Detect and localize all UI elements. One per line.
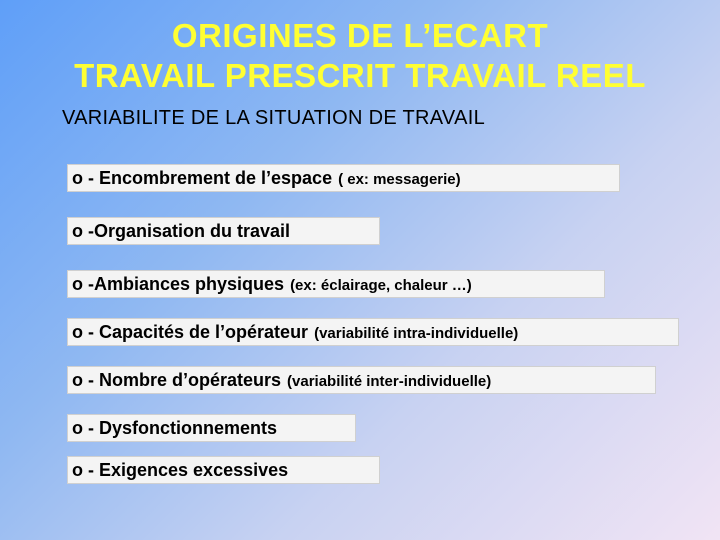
list-item-text: o -Ambiances physiques <box>72 274 285 294</box>
list-item-text: o - Encombrement de l’espace <box>72 168 333 188</box>
list-item-text: o - Capacités de l’opérateur <box>72 322 309 342</box>
list-item-note: (variabilité intra-individuelle) <box>314 325 519 342</box>
list-item-text: o - Nombre d’opérateurs <box>72 370 282 390</box>
list-item-encombrement <box>67 164 620 192</box>
slide-title-line2: TRAVAIL PRESCRIT TRAVAIL REEL <box>74 57 646 94</box>
list-item-note: (ex: éclairage, chaleur …) <box>290 277 472 294</box>
slide-subtitle: VARIABILITE DE LA SITUATION DE TRAVAIL <box>62 107 485 129</box>
list-item-text: o -Organisation du travail <box>72 221 291 241</box>
list-item-text: o - Exigences excessives <box>72 460 289 480</box>
list-item-nombre <box>67 366 656 394</box>
slide-title-line1: ORIGINES DE L’ECART <box>171 17 549 54</box>
list-item-note: ( ex: messagerie) <box>338 171 461 188</box>
list-item-dysfonctionnements <box>67 414 356 442</box>
list-item-capacites <box>67 318 679 346</box>
list-item-ambiances <box>67 270 605 298</box>
list-item-organisation <box>67 217 380 245</box>
list-item-text: o - Dysfonctionnements <box>72 418 278 438</box>
list-item-exigences <box>67 456 380 484</box>
list-item-note: (variabilité inter-individuelle) <box>287 373 492 390</box>
